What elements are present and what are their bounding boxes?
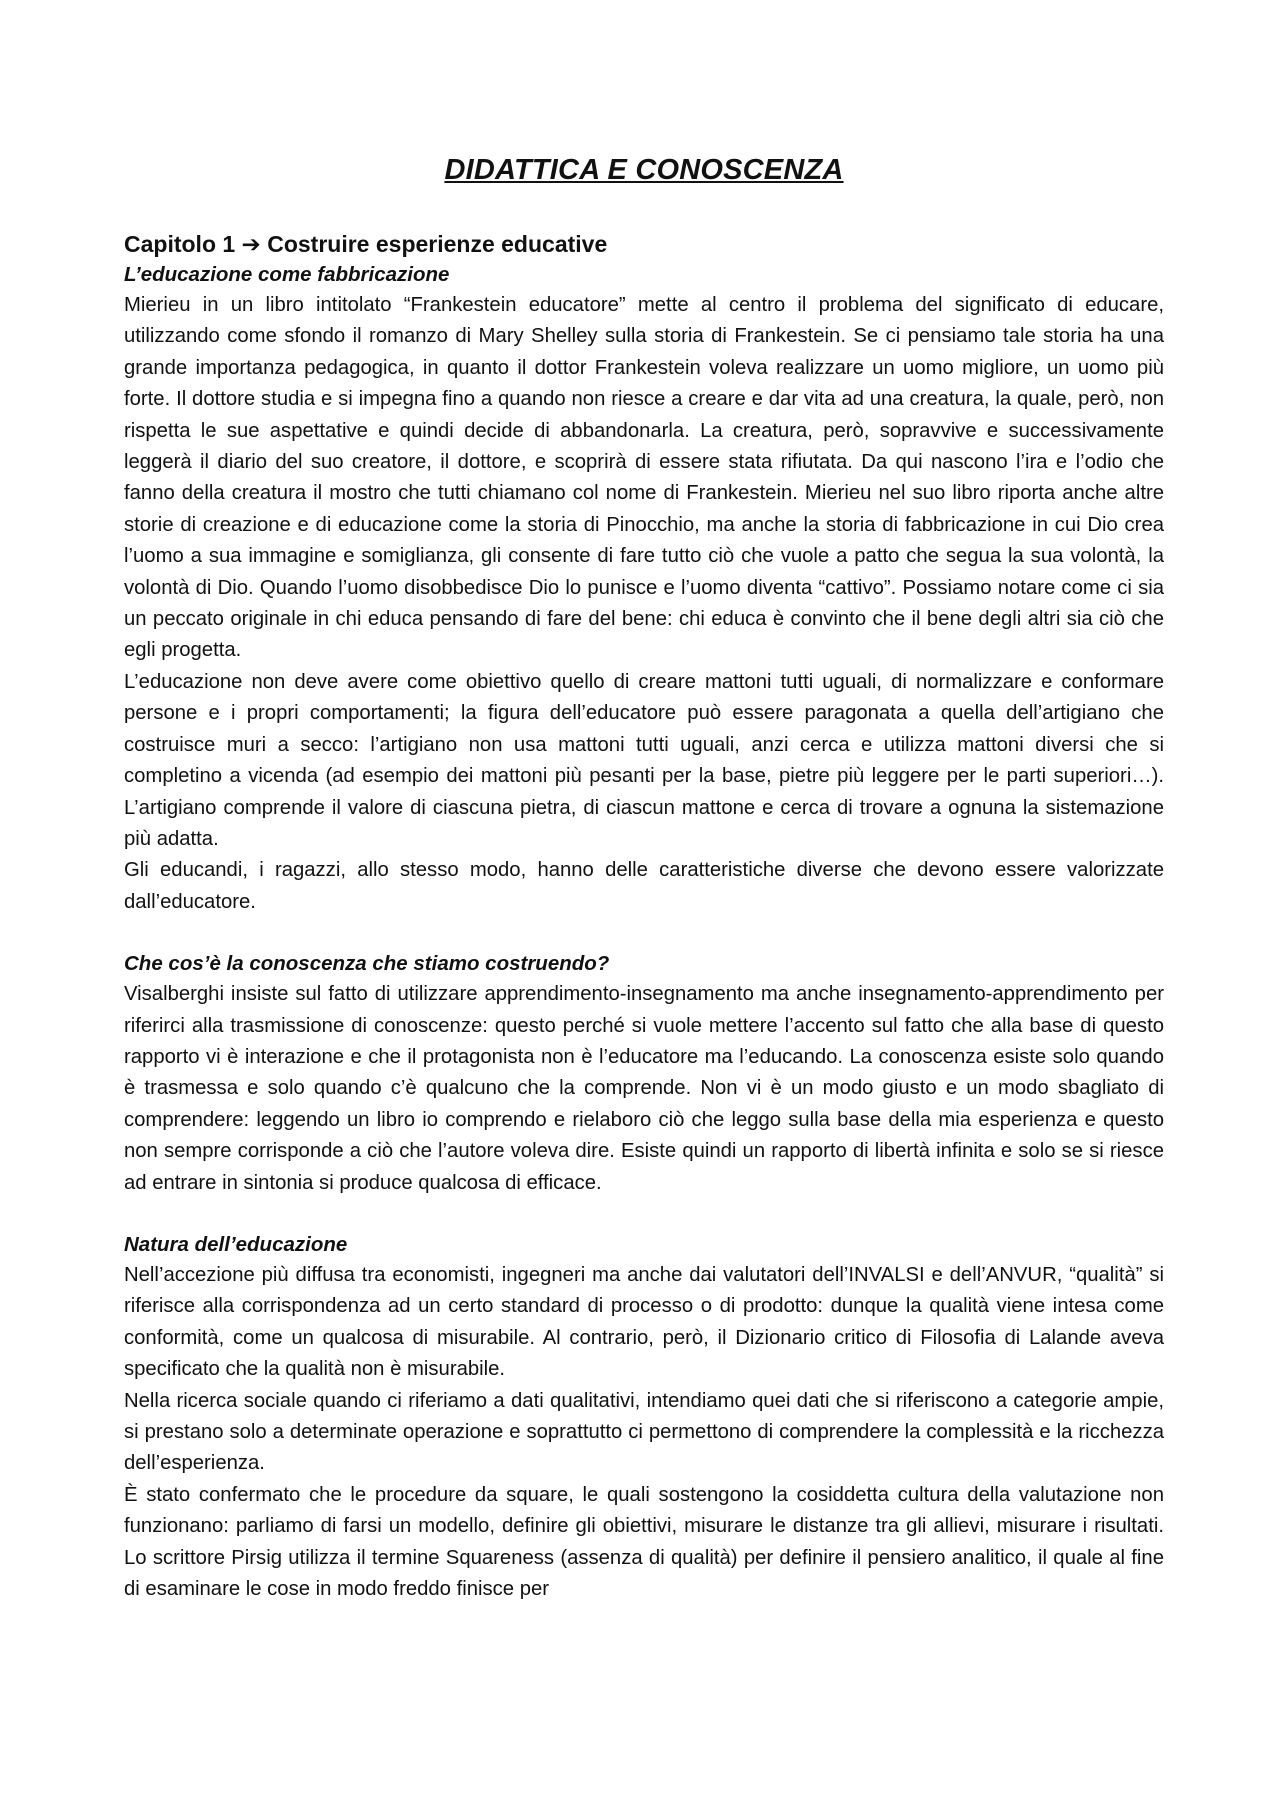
chapter-heading: Capitolo 1 ➔ Costruire esperienze educative — [124, 231, 608, 257]
document-page — [124, 150, 1164, 1605]
paragraph: Nell’accezione più diffusa tra economisti, ingegneri ma anche dai valutatori dell’INVALSI e dell’ANVUR, “qualità” si riferisce alla corrispondenza ad un certo standard di processo o di prodotto: dunque la qualità viene intesa come conformità, come un qualcosa di misurabile. Al contrario, però, il Dizionario critico di Filosofia di Lalande aveva specificato che la qualità non è misurabile. — [124, 1263, 1164, 1381]
section-natura-educazione — [124, 1230, 1164, 1605]
section-educazione-fabbricazione — [124, 260, 1164, 918]
section-spacer — [124, 1199, 1164, 1230]
section-spacer — [124, 918, 1164, 949]
paragraph: Gli educandi, i ragazzi, allo stesso modo, hanno delle caratteristiche diverse che devono essere valorizzate dall’educatore. — [124, 859, 1164, 913]
section-heading: Che cos’è la conoscenza che stiamo costruendo? — [124, 952, 610, 976]
section-heading: Natura dell’educazione — [124, 1232, 348, 1256]
paragraph: Nella ricerca sociale quando ci riferiamo a dati qualitativi, intendiamo quei dati che si riferiscono a categorie ampie, si prestano solo a determinate operazione e soprattutto ci permettono di comprendere la complessità e la ricchezza dell’esperienza. — [124, 1389, 1164, 1475]
document-title: DIDATTICA E CONOSCENZA — [444, 154, 844, 186]
paragraph: È stato confermato che le procedure da square, le quali sostengono la cosiddetta cultura della valutazione non funzionano: parliamo di farsi un modello, definire gli obiettivi, misurare le distanze tra gli allievi, misurare i risultati. Lo scrittore Pirsig utilizza il termine Squareness (assenza di qualità) per definire il pensiero analitico, il quale al fine di esaminare le cose in modo freddo finisce per — [124, 1483, 1164, 1601]
section-conoscenza — [124, 949, 1164, 1199]
paragraph: Visalberghi insiste sul fatto di utilizzare apprendimento-insegnamento ma anche insegnamento-apprendimento per riferirci alla trasmissione di conoscenze: questo perché si vuole mettere l’accento sul fatto che alla base di questo rapporto vi è interazione e che il protagonista non è l’educatore ma l’educando. La conoscenza esiste solo quando è trasmessa e solo quando c’è qualcuno che la comprende. Non vi è un modo giusto e un modo sbagliato di comprendere: leggendo un libro io comprendo e rielaboro ciò che leggo sulla base della mia esperienza e questo non sempre corrisponde a ciò che l’autore voleva dire. Esiste quindi un rapporto di libertà infinita e solo se si riesce ad entrare in sintonia si produce qualcosa di efficace. — [124, 983, 1164, 1194]
section-heading: L’educazione come fabbricazione — [124, 263, 450, 286]
paragraph: Mierieu in un libro intitolato “Frankestein educatore” mette al centro il problema del significato di educare, utilizzando come sfondo il romanzo di Mary Shelley sulla storia di Frankestein. Se ci pensiamo tale storia ha una grande importanza pedagogica, in quanto il dottor Frankestein voleva realizzare un uomo migliore, un uomo più forte. Il dottore studia e si impegna fino a quando non riesce a creare e dar vita ad una creatura, la quale, però, non rispetta le sue aspettative e quindi decide di abbandonarla. La creatura, però, sopravvive e successivamente leggerà il diario del suo creatore, il dottore, e scoprirà di essere stata rifiutata. Da qui nascono l’ira e l’odio che fanno della creatura il mostro che tutti chiamano col nome di Frankestein. Mierieu nel suo libro riporta anche altre storie di creazione e di educazione come la storia di Pinocchio, ma anche la storia di fabbricazione in cui Dio crea l’uomo a sua immagine e somiglianza, gli consente di fare tutto ciò che vuole a patto che segua la sua volontà, la volontà di Dio. Quando l’uomo disobbedisce Dio lo punisce e l’uomo diventa “cattivo”. Possiamo notare come ci sia un peccato originale in chi educa pensando di fare del bene: chi educa è convinto che il bene degli altri sia ciò che egli progetta. — [124, 294, 1164, 662]
paragraph: L’educazione non deve avere come obiettivo quello di creare mattoni tutti uguali, di normalizzare e conformare persone e i propri comportamenti; la figura dell’educatore può essere paragonata a quella dell’artigiano che costruisce muri a secco: l’artigiano non usa mattoni tutti uguali, anzi cerca e utilizza mattoni diversi che si completino a vicenda (ad esempio dei mattoni più pesanti per la base, pietre più leggere per le parti superiori…). L’artigiano comprende il valore di ciascuna pietra, di ciascun mattone e cerca di trovare a ognuna la sistemazione più adatta. — [124, 670, 1164, 850]
